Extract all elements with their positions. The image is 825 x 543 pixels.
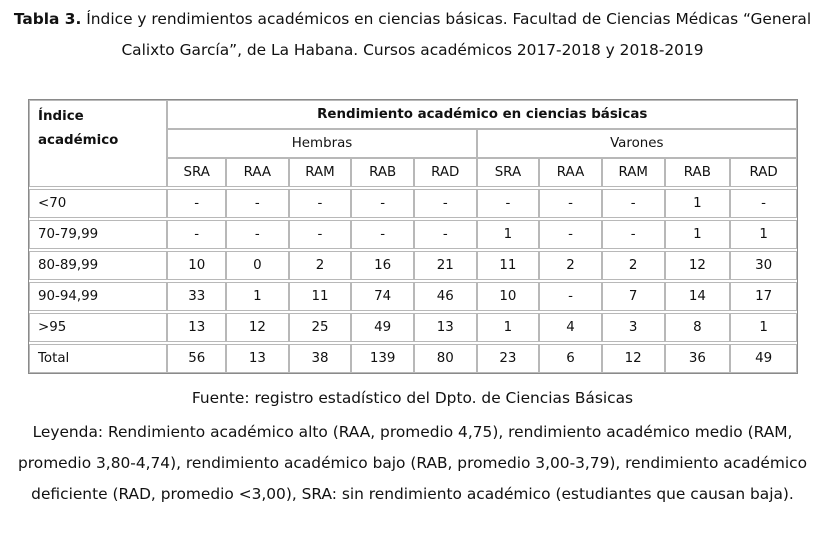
column-header-sra-varones: SRA (477, 158, 540, 187)
table-cell: 11 (477, 251, 540, 280)
column-header-ram-hembras: RAM (289, 158, 352, 187)
table-cell: - (167, 220, 226, 249)
table-cell: 46 (414, 282, 477, 311)
table-cell: 4 (539, 313, 602, 342)
table-cell: 25 (289, 313, 352, 342)
table-cell: 56 (167, 344, 226, 373)
table-cell: - (539, 282, 602, 311)
subgroup-header-hembras: Hembras (167, 129, 476, 158)
row-label: <70 (29, 189, 167, 218)
table-cell: 10 (477, 282, 540, 311)
table-cell: 80 (414, 344, 477, 373)
table-legend: Leyenda: Rendimiento académico alto (RAA, promedio 4,75), rendimiento académico medio (RAM, promedio 3,80-4,74), rendimiento académico bajo (RAB, promedio 3,00-3,79), rendimiento académico deficiente (RAD, promedio <3,00), SRA: sin rendimiento académico (estudiantes que causan baja). (18, 423, 807, 503)
table-cell: 12 (602, 344, 665, 373)
table-cell: 49 (351, 313, 414, 342)
table-cell: 36 (665, 344, 731, 373)
subgroup-header-varones: Varones (477, 129, 797, 158)
index-header-line1: Índice (38, 109, 84, 124)
table-cell: 30 (730, 251, 797, 280)
table-cell: 10 (167, 251, 226, 280)
table-cell: - (351, 220, 414, 249)
column-header-rad-varones: RAD (730, 158, 797, 187)
table-cell: 11 (289, 282, 352, 311)
table-cell: - (226, 220, 289, 249)
column-header-rab-varones: RAB (665, 158, 731, 187)
column-header-rab-hembras: RAB (351, 158, 414, 187)
table-cell: 49 (730, 344, 797, 373)
table-cell: 2 (289, 251, 352, 280)
column-header-sra-hembras: SRA (167, 158, 226, 187)
table-cell: 1 (665, 189, 731, 218)
table-cell: - (602, 189, 665, 218)
table-row (29, 313, 797, 342)
table-cell: 13 (226, 344, 289, 373)
table-cell: 1 (477, 220, 540, 249)
table-cell: - (414, 189, 477, 218)
table-cell: - (539, 189, 602, 218)
table-cell: - (289, 220, 352, 249)
table-cell: 6 (539, 344, 602, 373)
column-header-rad-hembras: RAD (414, 158, 477, 187)
index-header-line2: académico (38, 133, 119, 148)
table-cell: 33 (167, 282, 226, 311)
table-cell: 1 (730, 220, 797, 249)
caption-label: Tabla 3. (13, 10, 82, 28)
table-cell: - (539, 220, 602, 249)
caption-text: Índice y rendimientos académicos en ciencias básicas. Facultad de Ciencias Médicas “General Calixto García”, de La Habana. Cursos académicos 2017-2018 y 2018-2019 (86, 10, 812, 59)
row-label: 70-79,99 (29, 220, 167, 249)
table-cell: - (289, 189, 352, 218)
table-cell: 3 (602, 313, 665, 342)
column-header-raa-varones: RAA (539, 158, 602, 187)
table-cell: 17 (730, 282, 797, 311)
table-cell: 23 (477, 344, 540, 373)
table-cell: 16 (351, 251, 414, 280)
table-cell: 1 (730, 313, 797, 342)
table-cell: 21 (414, 251, 477, 280)
table-cell: 2 (602, 251, 665, 280)
table-cell: 7 (602, 282, 665, 311)
table-cell: - (167, 189, 226, 218)
table-row (29, 189, 797, 218)
row-label: 90-94,99 (29, 282, 167, 311)
table-cell: 1 (665, 220, 731, 249)
table-cell: 1 (226, 282, 289, 311)
index-column-header (29, 100, 167, 187)
column-header-raa-hembras: RAA (226, 158, 289, 187)
table-caption (6, 4, 819, 66)
table-cell: - (730, 189, 797, 218)
table-cell: 12 (226, 313, 289, 342)
table-cell: 13 (414, 313, 477, 342)
table-cell: 13 (167, 313, 226, 342)
table-body (29, 187, 797, 373)
table-cell: - (414, 220, 477, 249)
table-cell: 1 (477, 313, 540, 342)
table-cell: - (351, 189, 414, 218)
row-label: 80-89,99 (29, 251, 167, 280)
table-cell: 12 (665, 251, 731, 280)
table-cell: 8 (665, 313, 731, 342)
table-cell: 74 (351, 282, 414, 311)
row-label: Total (29, 344, 167, 373)
table-cell: 139 (351, 344, 414, 373)
table-cell: 38 (289, 344, 352, 373)
table-cell: 14 (665, 282, 731, 311)
table-row (29, 282, 797, 311)
table-cell: - (477, 189, 540, 218)
table-cell: 2 (539, 251, 602, 280)
table-source-note: Fuente: registro estadístico del Dpto. de Ciencias Básicas (191, 389, 634, 407)
academic-performance-table (28, 99, 798, 374)
column-header-ram-varones: RAM (602, 158, 665, 187)
table-cell: 0 (226, 251, 289, 280)
performance-group-header: Rendimiento académico en ciencias básicas (167, 100, 797, 129)
table-cell: - (226, 189, 289, 218)
table-cell: - (602, 220, 665, 249)
row-label: >95 (29, 313, 167, 342)
table-row (29, 251, 797, 280)
table-row (29, 344, 797, 373)
table-row (29, 220, 797, 249)
